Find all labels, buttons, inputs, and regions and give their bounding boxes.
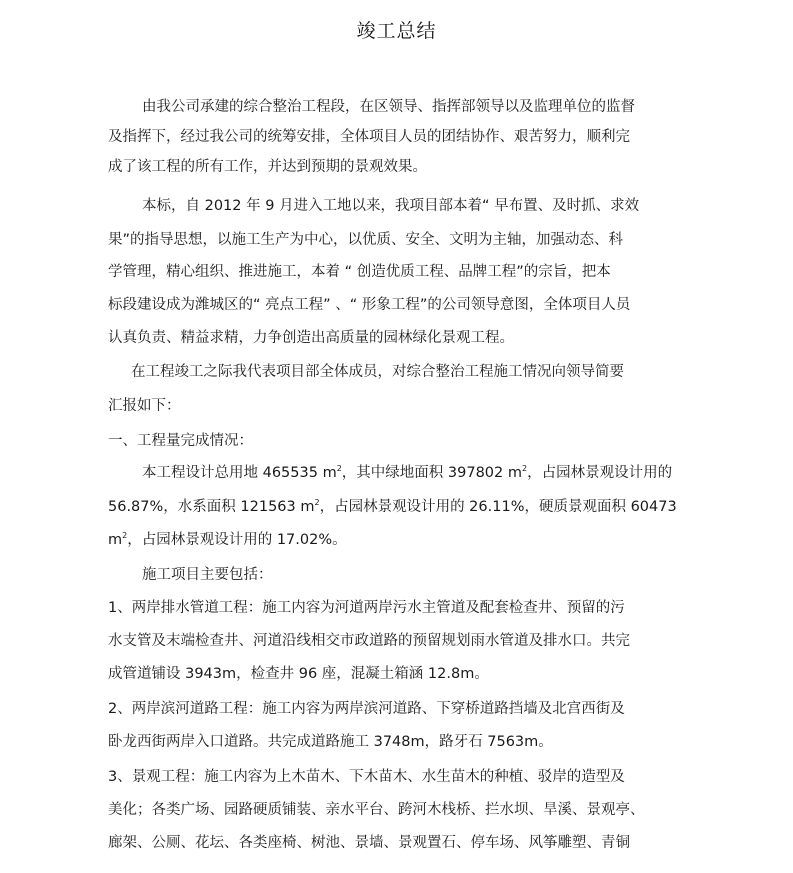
text-line: 本工程设计总用地 465535 $m^2$，其中绿地面积 397802 $m^2$，占园林景观设计用的: [142, 464, 673, 481]
text-line: 56.87%，水系面积 121563 $m^2$，占园林景观设计用的 26.11%，硬质景观面积 60473: [108, 498, 677, 515]
text-line: 及指挥下，经过我公司的统筹安排，全体项目人员的团结协作、艰苦努力，顺利完: [108, 129, 630, 145]
text-line: 成管道铺设 3943m，检查井 96 座，混凝土箱涵 12.8m。: [108, 666, 489, 682]
text-line: 廊架、公厕、花坛、各类座椅、树池、景墙、景观置石、停车场、风筝雕塑、青铜: [108, 835, 630, 851]
text-line: 果”的指导思想，以施工生产为中心，以优质、安全、文明为主轴，加强动态、科: [108, 232, 624, 248]
text-line: 学管理，精心组织、推进施工，本着 “ 创造优质工程、品牌工程”的宗旨，把本: [108, 264, 611, 280]
text-line: 美化；各类广场、园路硬质铺装、亲水平台、跨河木栈桥、拦水坝、旱溪、景观亭、: [108, 802, 645, 818]
text-line: 1、两岸排水管道工程：施工内容为河道两岸污水主管道及配套检查井、预留的污: [108, 600, 625, 616]
text-line: $m^2$，占园林景观设计用的 17.02%。: [108, 531, 347, 548]
text-line: 认真负责、精益求精，力争创造出高质量的园林绿化景观工程。: [108, 330, 514, 346]
subheading: 施工项目主要包括：: [142, 567, 273, 583]
text-line: 汇报如下：: [108, 398, 181, 414]
text-line: 成了该工程的所有工作，并达到预期的景观效果。: [108, 159, 427, 175]
text-line: 本标，自 2012 年 9 月进入工地以来，我项目部本着“ 早布置、及时抓、求效: [142, 198, 640, 214]
text-line: 标段建设成为潍城区的“ 亮点工程” 、“ 形象工程”的公司领导意图，全体项目人员: [108, 297, 631, 313]
text-line: 2、两岸滨河道路工程：施工内容为两岸滨河道路、下穿桥道路挡墙及北宫西街及: [108, 701, 625, 717]
section-heading: 一、工程量完成情况：: [108, 433, 253, 449]
text-line: 水支管及末端检查井、河道沿线相交市政道路的预留规划雨水管道及排水口。共完: [108, 633, 630, 649]
document-title: 竣工总结: [356, 20, 437, 42]
text-line: 在工程竣工之际我代表项目部全体成员，对综合整治工程施工情况向领导简要: [131, 364, 624, 380]
text-line: 3、景观工程：施工内容为上木苗木、下木苗木、水生苗木的种植、驳岸的造型及: [108, 769, 625, 785]
text-line: 由我公司承建的综合整治工程段，在区领导、指挥部领导以及监理单位的监督: [142, 99, 635, 115]
text-line: 卧龙西街两岸入口道路。共完成道路施工 3748m，路牙石 7563m。: [108, 734, 553, 750]
